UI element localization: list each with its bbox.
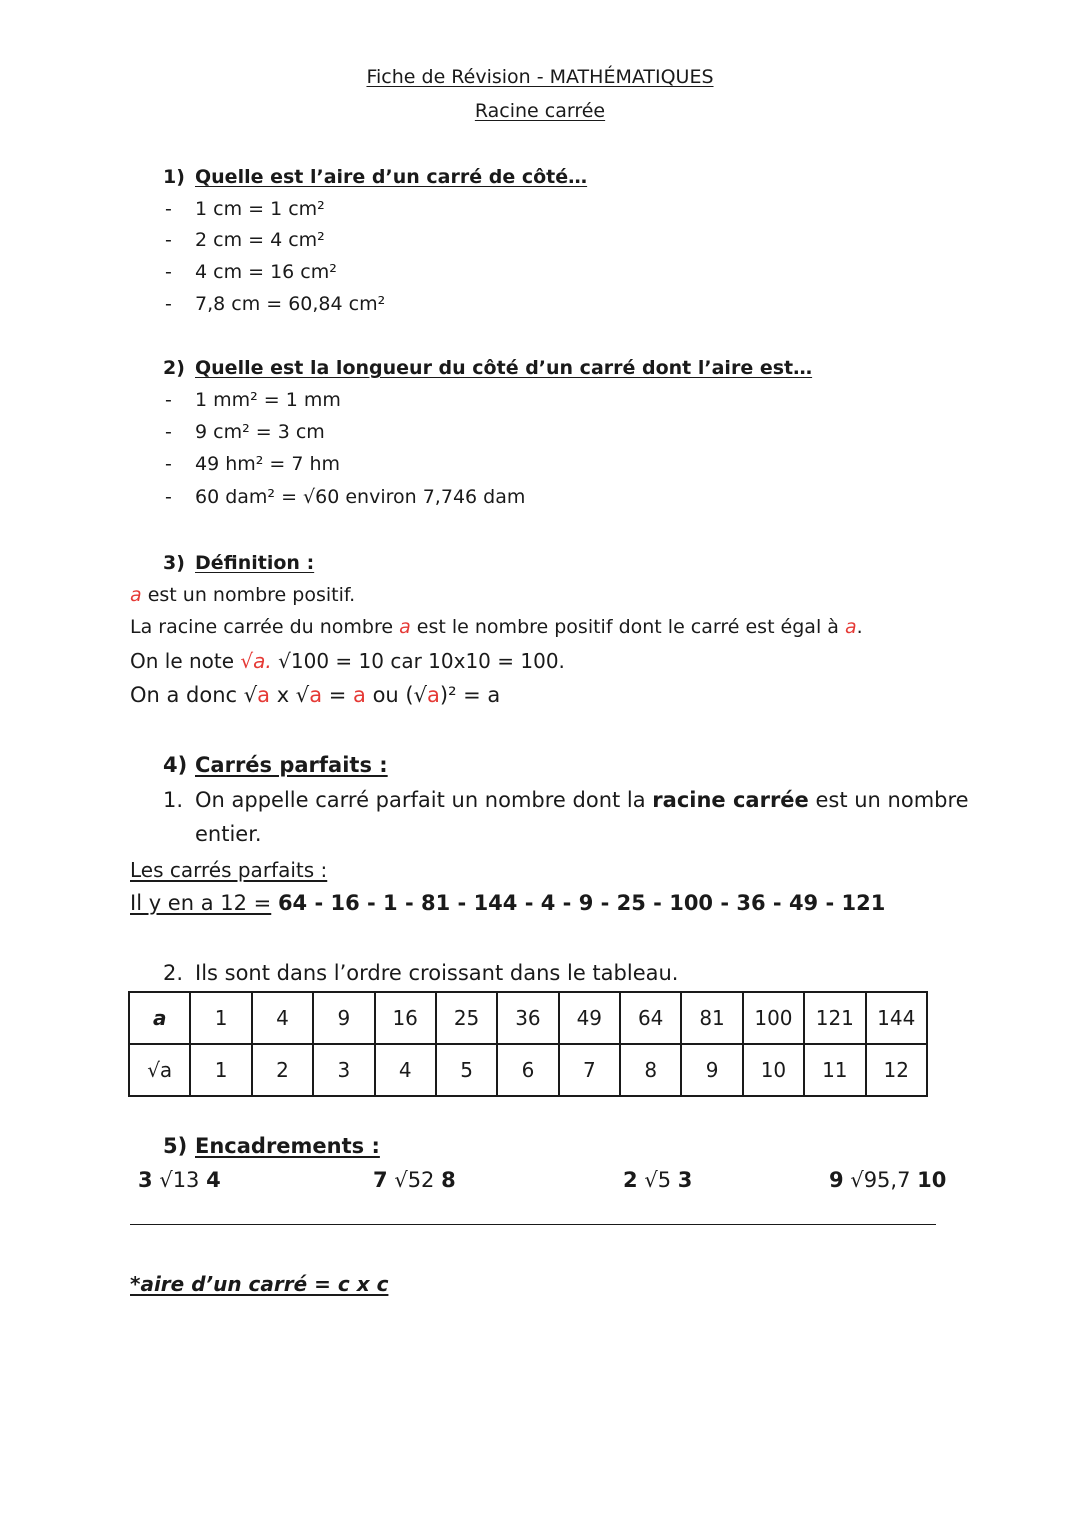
- definition-line-2: [130, 616, 863, 638]
- table-intro: Ils sont dans l’ordre croissant dans le tableau.: [195, 961, 679, 985]
- list-item: 2 cm = 4 cm²: [195, 229, 325, 251]
- table-cell: 2: [252, 1044, 313, 1096]
- list-item: 9 cm² = 3 cm: [195, 421, 325, 443]
- table-cell: 1: [190, 992, 251, 1044]
- perfect-squares-table: [128, 991, 928, 1097]
- definition-text: La racine carrée du nombre: [130, 616, 400, 638]
- list-item: 49 hm² = 7 hm: [195, 453, 341, 475]
- frame-root: √13: [159, 1168, 200, 1192]
- list-item: 4 cm = 16 cm²: [195, 261, 337, 283]
- frame-4: [829, 1168, 946, 1192]
- var-a: a: [309, 683, 323, 707]
- list-item: 1 mm² = 1 mm: [195, 389, 341, 411]
- perfect-square-definition-cont: entier.: [195, 822, 262, 846]
- section-number: 1): [163, 166, 185, 188]
- frame-root: √5: [644, 1168, 672, 1192]
- list-item: 7,8 cm = 60,84 cm²: [195, 293, 386, 315]
- page-subtitle: Racine carrée: [474, 100, 606, 122]
- list-number: 1.: [163, 788, 184, 812]
- table-cell: 121: [804, 992, 865, 1044]
- var-a: a: [844, 616, 857, 638]
- definition-text: )² = a: [439, 683, 501, 707]
- var-a: a: [399, 616, 411, 638]
- definition-text: √100 = 10 car 10x10 = 100.: [271, 649, 565, 673]
- table-row-a: [129, 992, 927, 1044]
- bullet-dash: -: [165, 229, 172, 251]
- count-label: Il y en a 12 =: [130, 891, 272, 915]
- bullet-dash: -: [165, 261, 172, 283]
- var-a: a: [257, 683, 271, 707]
- divider: [130, 1224, 936, 1225]
- section-title: Quelle est l’aire d’un carré de côté…: [195, 166, 588, 188]
- page-title: Fiche de Révision - MATHÉMATIQUES: [366, 66, 714, 88]
- bullet-dash: -: [165, 486, 172, 508]
- section-title: Carrés parfaits :: [195, 753, 388, 777]
- definition-line-3: [130, 649, 565, 673]
- frame-low: 3: [138, 1168, 153, 1192]
- table-cell: 49: [559, 992, 620, 1044]
- var-a: a: [130, 584, 142, 606]
- table-row-sqrt: [129, 1044, 927, 1096]
- table-cell: 12: [866, 1044, 928, 1096]
- definition-text: =: [322, 683, 354, 707]
- table-cell: 6: [497, 1044, 558, 1096]
- table-cell: 9: [313, 992, 374, 1044]
- definition-text: est un nombre: [808, 788, 969, 812]
- table-cell: 81: [681, 992, 742, 1044]
- bullet-dash: -: [165, 421, 172, 443]
- table-cell: 5: [436, 1044, 497, 1096]
- table-cell: 3: [313, 1044, 374, 1096]
- var-a: a: [353, 683, 366, 707]
- table-cell: 25: [436, 992, 497, 1044]
- section-number: 5): [163, 1134, 188, 1158]
- sqrt-a-notation: √a.: [240, 649, 272, 673]
- definition-text: .: [856, 616, 863, 638]
- table-cell: 1: [190, 1044, 251, 1096]
- table-cell: 64: [620, 992, 681, 1044]
- section-number: 2): [163, 357, 185, 379]
- frame-high: 3: [677, 1168, 693, 1192]
- perfect-square-definition: [195, 788, 969, 812]
- table-cell: 9: [681, 1044, 742, 1096]
- definition-line-4: [130, 683, 500, 707]
- frame-high: 10: [917, 1168, 947, 1192]
- footnote: *aire d’un carré = c x c: [130, 1272, 389, 1296]
- list-item: 60 dam² = √60 environ 7,746 dam: [195, 486, 526, 508]
- section-number: 4): [163, 753, 188, 777]
- definition-text: ou (√: [365, 683, 427, 707]
- section-title: Quelle est la longueur du côté d’un carré dont l’aire est…: [195, 357, 813, 379]
- definition-text: est un nombre positif.: [141, 584, 356, 606]
- table-cell: 8: [620, 1044, 681, 1096]
- bullet-dash: -: [165, 198, 172, 220]
- frame-root: √95,7: [850, 1168, 911, 1192]
- table-cell: 36: [497, 992, 558, 1044]
- table-cell: 10: [743, 1044, 804, 1096]
- section-number: 3): [163, 552, 185, 574]
- bullet-dash: -: [165, 453, 172, 475]
- table-cell: 100: [743, 992, 804, 1044]
- perfect-squares-list: 64 - 16 - 1 - 81 - 144 - 4 - 9 - 25 - 100 - 36 - 49 - 121: [277, 891, 886, 915]
- frame-low: 2: [623, 1168, 638, 1192]
- frame-1: [138, 1168, 221, 1192]
- var-a: a: [427, 683, 440, 707]
- definition-text: x √: [270, 683, 310, 707]
- bullet-dash: -: [165, 293, 172, 315]
- frame-root: √52: [394, 1168, 435, 1192]
- definition-text: est le nombre positif dont le carré est égal à: [410, 616, 845, 638]
- bold-term: racine carrée: [652, 788, 809, 812]
- table-cell: 7: [559, 1044, 620, 1096]
- row-header: √a: [129, 1044, 190, 1096]
- list-number: 2.: [163, 961, 184, 985]
- frame-high: 8: [441, 1168, 456, 1192]
- perfect-squares-label: Les carrés parfaits :: [130, 858, 328, 882]
- frame-2: [373, 1168, 456, 1192]
- frame-3: [623, 1168, 692, 1192]
- definition-text: On le note: [130, 649, 241, 673]
- definition-line-1: [130, 584, 355, 606]
- table-cell: 16: [375, 992, 436, 1044]
- list-item: 1 cm = 1 cm²: [195, 198, 325, 220]
- frame-low: 9: [829, 1168, 844, 1192]
- table-cell: 144: [866, 992, 928, 1044]
- frame-high: 4: [206, 1168, 221, 1192]
- table-cell: 4: [252, 992, 313, 1044]
- section-title: Définition :: [195, 552, 315, 574]
- section-title: Encadrements :: [195, 1134, 380, 1158]
- table-cell: 11: [804, 1044, 865, 1096]
- definition-text: On a donc √: [130, 683, 258, 707]
- bullet-dash: -: [165, 389, 172, 411]
- definition-text: On appelle carré parfait un nombre dont la: [195, 788, 653, 812]
- row-header: a: [129, 992, 190, 1044]
- table-cell: 4: [375, 1044, 436, 1096]
- perfect-squares-line: [130, 891, 885, 915]
- frame-low: 7: [373, 1168, 388, 1192]
